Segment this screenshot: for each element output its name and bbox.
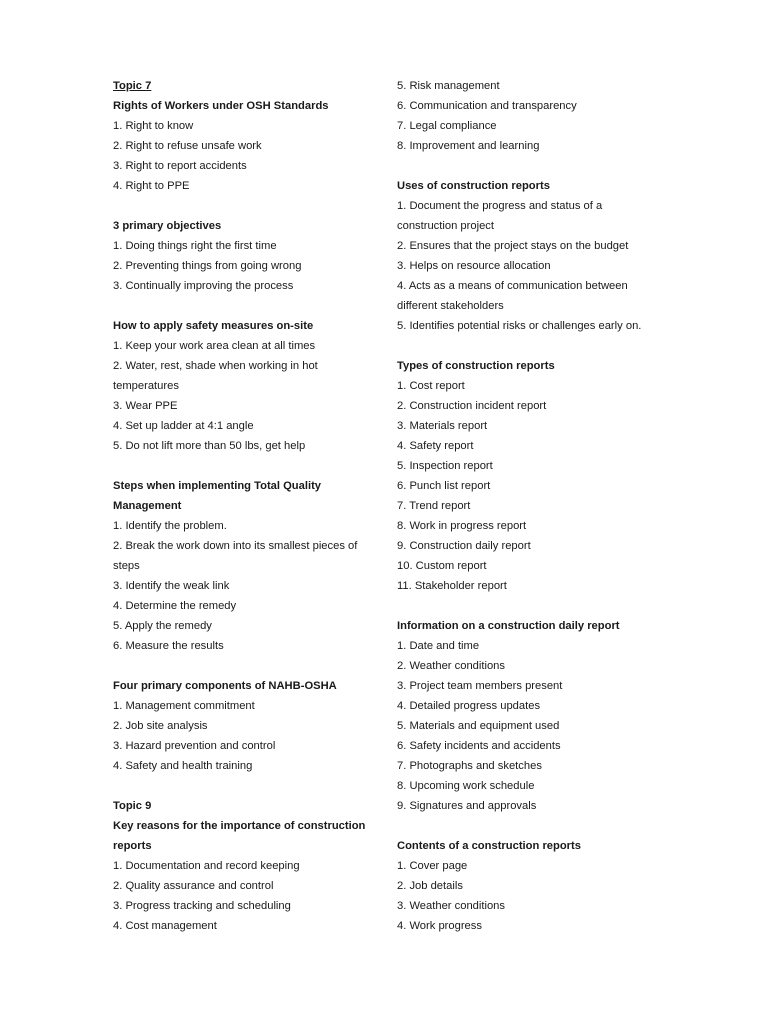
list-item-2-right-to-refuse-unsafe-work: 2. Right to refuse unsafe work [113, 140, 262, 152]
list-item-5-identifies-potential-risks-or-challeng: 5. Identifies potential risks or challenges early on. [397, 320, 642, 332]
list-item-2-weather-conditions: 2. Weather conditions [397, 660, 506, 672]
list-item-2-job-details: 2. Job details [397, 880, 463, 892]
list-item-4-detailed-progress-updates: 4. Detailed progress updates [397, 700, 541, 712]
list-item-1-doing-things-right-the-first-time: 1. Doing things right the first time [113, 240, 277, 252]
spacer [113, 296, 375, 316]
right-column [397, 76, 667, 936]
list-item-6-measure-the-results: 6. Measure the results [113, 640, 224, 652]
spacer [397, 156, 667, 176]
list-item-8-work-in-progress-report: 8. Work in progress report [397, 520, 527, 532]
list-item-3-weather-conditions: 3. Weather conditions [397, 900, 506, 912]
list-item-5-apply-the-remedy: 5. Apply the remedy [113, 620, 212, 632]
list-item-1-cover-page: 1. Cover page [397, 860, 468, 872]
list-item-7-trend-report: 7. Trend report [397, 500, 471, 512]
list-item-11-stakeholder-report: 11. Stakeholder report [397, 580, 507, 592]
list-item-3-project-team-members-present: 3. Project team members present [397, 680, 563, 692]
list-item-7-photographs-and-sketches: 7. Photographs and sketches [397, 760, 542, 772]
list-item-1-cost-report: 1. Cost report [397, 380, 465, 392]
section-heading-rights-of-workers-under-osh-standards: Rights of Workers under OSH Standards [113, 100, 329, 112]
list-item-6-safety-incidents-and-accidents: 6. Safety incidents and accidents [397, 740, 561, 752]
list-item-4-acts-as-a-means-of-communication-betwe: 4. Acts as a means of communication between [397, 280, 628, 292]
list-item-2-preventing-things-from-going-wrong: 2. Preventing things from going wrong [113, 260, 302, 272]
list-item-3-helps-on-resource-allocation: 3. Helps on resource allocation [397, 260, 551, 272]
list-item-5-do-not-lift-more-than-50-lbs-get-help: 5. Do not lift more than 50 lbs, get help [113, 440, 306, 452]
section-heading-uses-of-construction-reports: Uses of construction reports [397, 180, 550, 192]
section-heading-contents-of-a-construction-reports: Contents of a construction reports [397, 840, 581, 852]
list-item-4-set-up-ladder-at-4-1-angle: 4. Set up ladder at 4:1 angle [113, 420, 254, 432]
list-item-temperatures: temperatures [113, 380, 179, 392]
list-item-1-right-to-know: 1. Right to know [113, 120, 194, 132]
list-item-3-wear-ppe: 3. Wear PPE [113, 400, 178, 412]
list-item-2-job-site-analysis: 2. Job site analysis [113, 720, 208, 732]
section-heading-topic-9: Topic 9 [113, 800, 152, 812]
list-item-4-cost-management: 4. Cost management [113, 920, 217, 932]
list-item-9-construction-daily-report: 9. Construction daily report [397, 540, 531, 552]
list-item-2-construction-incident-report: 2. Construction incident report [397, 400, 547, 412]
section-heading-four-primary-components-of-nahb-osha: Four primary components of NAHB-OSHA [113, 680, 337, 692]
section-heading-reports: reports [113, 840, 152, 852]
list-item-different-stakeholders: different stakeholders [397, 300, 504, 312]
list-item-3-materials-report: 3. Materials report [397, 420, 488, 432]
list-item-8-improvement-and-learning: 8. Improvement and learning [397, 140, 540, 152]
section-heading-key-reasons-for-the-importance-of-constr: Key reasons for the importance of construction [113, 820, 366, 832]
section-heading-steps-when-implementing-total-quality: Steps when implementing Total Quality [113, 480, 322, 492]
section-heading-how-to-apply-safety-measures-on-site: How to apply safety measures on-site [113, 320, 314, 332]
list-item-1-document-the-progress-and-status-of-a: 1. Document the progress and status of a [397, 200, 603, 212]
spacer [397, 596, 667, 616]
list-item-construction-project: construction project [397, 220, 495, 232]
list-item-1-keep-your-work-area-clean-at-all-times: 1. Keep your work area clean at all times [113, 340, 316, 352]
list-item-7-legal-compliance: 7. Legal compliance [397, 120, 497, 132]
list-item-2-quality-assurance-and-control: 2. Quality assurance and control [113, 880, 274, 892]
list-item-3-continually-improving-the-process: 3. Continually improving the process [113, 280, 294, 292]
list-item-5-inspection-report: 5. Inspection report [397, 460, 493, 472]
spacer [397, 816, 667, 836]
spacer [113, 656, 375, 676]
list-item-8-upcoming-work-schedule: 8. Upcoming work schedule [397, 780, 535, 792]
section-heading-topic-7: Topic 7 [113, 80, 152, 92]
list-item-4-work-progress: 4. Work progress [397, 920, 482, 932]
section-heading-information-on-a-construction-daily-repo: Information on a construction daily report [397, 620, 620, 632]
list-item-1-identify-the-problem: 1. Identify the problem. [113, 520, 227, 532]
list-item-4-determine-the-remedy: 4. Determine the remedy [113, 600, 237, 612]
list-item-6-communication-and-transparency: 6. Communication and transparency [397, 100, 577, 112]
spacer [397, 336, 667, 356]
list-item-1-documentation-and-record-keeping: 1. Documentation and record keeping [113, 860, 300, 872]
spacer [113, 776, 375, 796]
list-item-3-hazard-prevention-and-control: 3. Hazard prevention and control [113, 740, 276, 752]
spacer [113, 456, 375, 476]
list-item-5-risk-management: 5. Risk management [397, 80, 500, 92]
section-heading-types-of-construction-reports: Types of construction reports [397, 360, 555, 372]
list-item-4-safety-and-health-training: 4. Safety and health training [113, 760, 253, 772]
list-item-2-break-the-work-down-into-its-smallest-: 2. Break the work down into its smallest pieces of [113, 540, 358, 552]
list-item-1-management-commitment: 1. Management commitment [113, 700, 255, 712]
left-column [113, 76, 375, 936]
list-item-steps: steps [113, 560, 140, 572]
list-item-10-custom-report: 10. Custom report [397, 560, 487, 572]
list-item-6-punch-list-report: 6. Punch list report [397, 480, 491, 492]
list-item-3-right-to-report-accidents: 3. Right to report accidents [113, 160, 247, 172]
list-item-2-ensures-that-the-project-stays-on-the-: 2. Ensures that the project stays on the budget [397, 240, 629, 252]
list-item-9-signatures-and-approvals: 9. Signatures and approvals [397, 800, 537, 812]
list-item-1-date-and-time: 1. Date and time [397, 640, 480, 652]
spacer [113, 196, 375, 216]
list-item-5-materials-and-equipment-used: 5. Materials and equipment used [397, 720, 560, 732]
list-item-4-safety-report: 4. Safety report [397, 440, 474, 452]
list-item-4-right-to-ppe: 4. Right to PPE [113, 180, 190, 192]
section-heading-3-primary-objectives: 3 primary objectives [113, 220, 222, 232]
list-item-3-progress-tracking-and-scheduling: 3. Progress tracking and scheduling [113, 900, 291, 912]
section-heading-management: Management [113, 500, 182, 512]
list-item-3-identify-the-weak-link: 3. Identify the weak link [113, 580, 230, 592]
list-item-2-water-rest-shade-when-working-in-hot: 2. Water, rest, shade when working in hot [113, 360, 318, 372]
